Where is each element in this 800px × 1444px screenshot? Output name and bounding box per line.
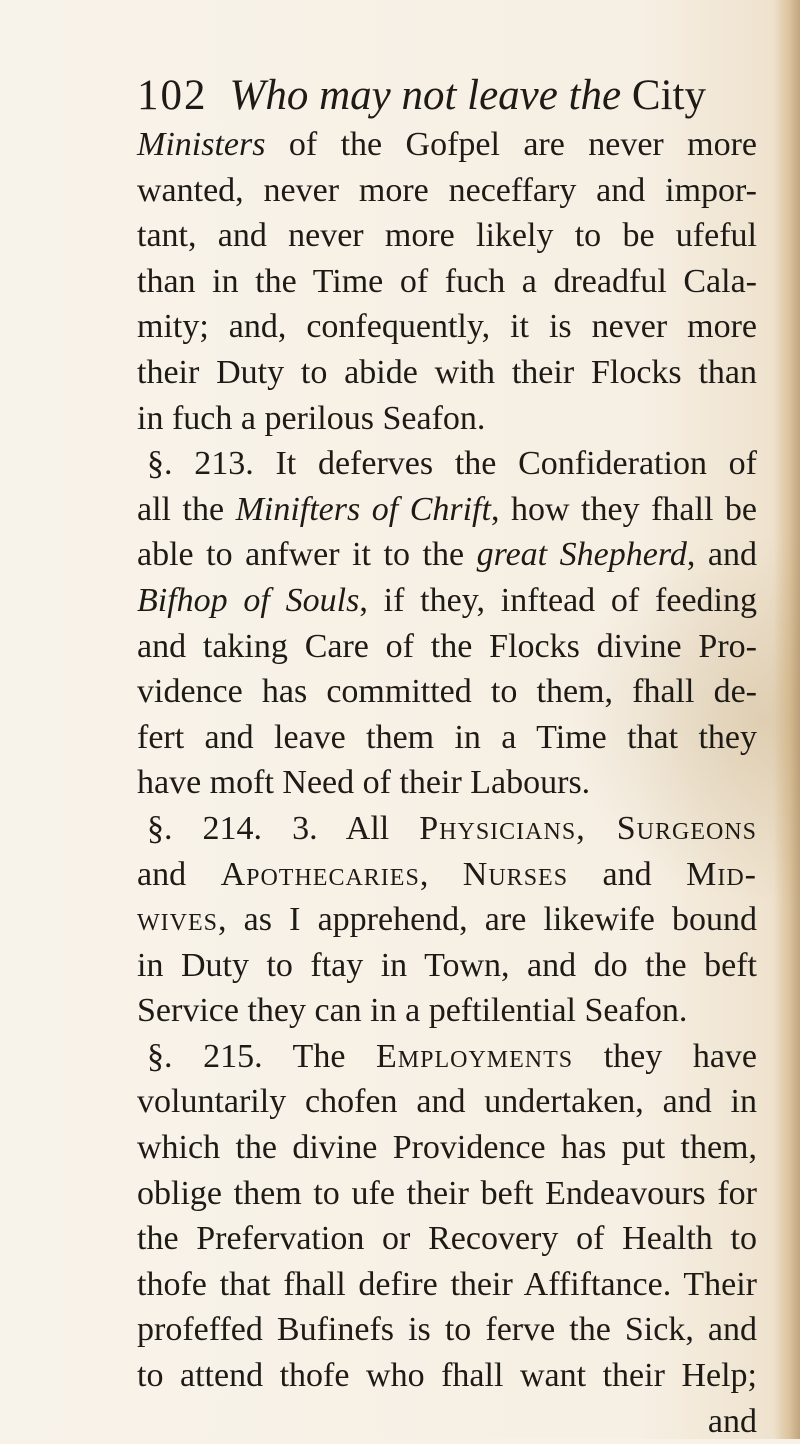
- text-line: [137, 1307, 757, 1353]
- text-run: thofe that fhall defire their Affiftance. Their: [137, 1265, 757, 1303]
- text-run: tant, and never more likely to be ufeful: [137, 217, 757, 255]
- text-line: [137, 1353, 757, 1399]
- text-line: [137, 897, 757, 943]
- text-small-caps: Nurses: [462, 855, 569, 893]
- text-run: and: [568, 855, 687, 893]
- text-line: [137, 1079, 757, 1125]
- text-run: voluntarily chofen and undertaken, and in: [137, 1083, 757, 1121]
- text-run: Service they can in a peftilential Seafon.: [137, 992, 688, 1030]
- text-small-caps: Apothecaries: [220, 855, 420, 893]
- text-line: [137, 852, 757, 898]
- text-line: [137, 624, 757, 670]
- text-run: and taking Care of the Flocks divine Pro-: [137, 627, 757, 665]
- text-line: [137, 168, 757, 214]
- text-run: vidence has committed to them, fhall de-: [137, 673, 757, 711]
- text-run: have moft Need of their Labours.: [137, 764, 591, 802]
- text-line: [137, 1216, 757, 1262]
- section-213-line: [137, 441, 757, 487]
- text-small-caps: Physicians, Surgeons: [419, 809, 757, 847]
- running-title-italic: Who may not leave the: [229, 72, 622, 119]
- text-line: [137, 578, 757, 624]
- text-run: , if they, inftead of feeding: [359, 581, 757, 619]
- section-215-line: [137, 1034, 757, 1080]
- text-run: fert and leave them in a Time that they: [137, 718, 757, 756]
- section-214-line: [137, 806, 757, 852]
- catchword: [137, 1399, 757, 1444]
- text-line: [137, 1125, 757, 1171]
- text-run: ,: [419, 855, 463, 893]
- running-header: [137, 70, 706, 122]
- text-run: in fuch a perilous Seafon.: [137, 399, 486, 437]
- text-run: oblige them to ufe their beft Endeavours for: [137, 1174, 757, 1212]
- text-line: [137, 760, 757, 806]
- page-number: 102: [137, 72, 208, 119]
- catchword-text: and: [707, 1402, 757, 1440]
- text-run: than in the Time of fuch a dreadful Cala-: [137, 262, 757, 300]
- text-run: all the: [137, 490, 236, 528]
- page-edge-shading: [774, 0, 800, 1439]
- text-run: the Prefervation or Recovery of Health to: [137, 1220, 757, 1258]
- text-line: [137, 213, 757, 259]
- text-small-caps: Employments: [376, 1037, 574, 1075]
- text-line: [137, 1262, 757, 1308]
- text-run: they have: [573, 1037, 758, 1075]
- text-italic: Bifhop of Souls: [137, 581, 360, 619]
- running-title-roman: City: [631, 72, 706, 119]
- text-line: [137, 1171, 757, 1217]
- text-line: [137, 669, 757, 715]
- text-run: §. 215. The: [147, 1037, 376, 1075]
- text-run: , and: [686, 536, 757, 574]
- body-text: [137, 122, 757, 1444]
- text-italic: Ministers: [137, 126, 266, 163]
- text-run: wanted, never more neceffary and impor-: [137, 171, 757, 209]
- text-line: [137, 122, 757, 168]
- text-run: mity; and, confequently, it is never more: [137, 308, 757, 346]
- text-line: [137, 715, 757, 761]
- text-run: of the Gofpel are never more: [265, 126, 757, 163]
- text-run: their Duty to abide with their Flocks than: [137, 353, 757, 391]
- text-line: [137, 988, 757, 1034]
- text-run: §. 214. 3. All: [147, 809, 420, 847]
- text-run: in Duty to ftay in Town, and do the beft: [137, 946, 757, 984]
- text-line: [137, 304, 757, 350]
- text-line: [137, 532, 757, 578]
- text-line: [137, 350, 757, 396]
- text-run: and: [137, 855, 221, 893]
- text-italic: great Shepherd: [476, 536, 687, 574]
- text-run: , as I apprehend, are likewife bound: [217, 901, 757, 939]
- text-line: [137, 259, 757, 305]
- text-run: §. 213. It deferves the Confideration of: [147, 445, 757, 483]
- text-run: , how they fhall be: [490, 490, 757, 528]
- running-title: [230, 72, 706, 119]
- text-run: to attend thofe who fhall want their Help;: [137, 1357, 757, 1395]
- text-small-caps: wives: [137, 901, 218, 939]
- text-run: profeffed Bufinefs is to ferve the Sick, and: [137, 1311, 757, 1349]
- text-line: [137, 943, 757, 989]
- text-run: which the divine Providence has put them,: [137, 1129, 757, 1167]
- text-italic: Minifters of Chrift: [235, 490, 491, 528]
- text-small-caps: Mid-: [686, 855, 757, 893]
- text-line: [137, 487, 757, 533]
- text-line: [137, 396, 757, 442]
- text-run: able to anfwer it to the: [137, 536, 477, 574]
